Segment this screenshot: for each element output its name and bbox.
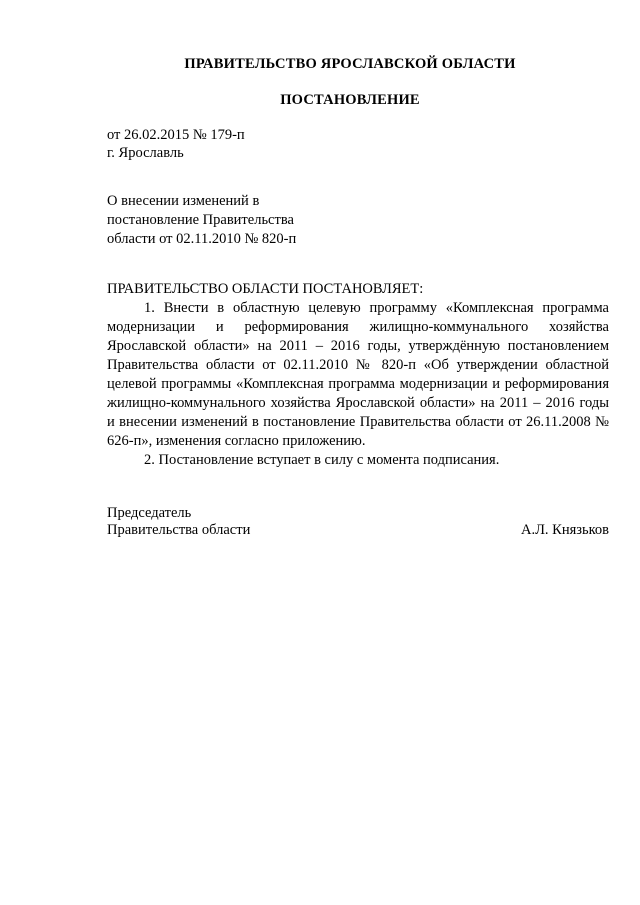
government-title: ПРАВИТЕЛЬСТВО ЯРОСЛАВСКОЙ ОБЛАСТИ [184, 56, 516, 72]
signer-row [107, 522, 609, 539]
resolution-item-2: 2. Постановление вступает в силу с момента подписания. [144, 452, 500, 468]
signer-title-line-1: Председатель [107, 505, 192, 521]
resolution-body [107, 299, 609, 470]
signer-title-line-2: Правительства области [107, 522, 251, 538]
document-subject [107, 192, 296, 249]
city: г. Ярославль [107, 145, 184, 161]
subject-line-1: О внесении изменений в [107, 193, 260, 209]
date-number: от 26.02.2015 № 179-п [107, 127, 245, 143]
resolution-heading: ПРАВИТЕЛЬСТВО ОБЛАСТИ ПОСТАНОВЛЯЕТ: [107, 281, 424, 297]
document-type: ПОСТАНОВЛЕНИЕ [280, 92, 420, 108]
signature-block [107, 505, 609, 539]
signer-name: А.Л. Князьков [520, 522, 609, 538]
resolution-item-1: 1. Внести в областную целевую программу «Комплексная программа модернизации и реформирования жилищно-коммунального хозяйства Ярославской области» на 2011 – 2016 годы, утверждённую постановлением Правительства области от 02.11.2010 № 820-п «Об утверждении областной целевой программы «Комплексная программа модернизации и реформирования жилищно-коммунального хозяйства Ярославской области» на 2011 – 2016 годы и внесении изменений в постановление Правительства области от 26.11.2008 № 626-п», изменения согласно приложению. [107, 300, 609, 449]
subject-line-2: постановление Правительства [107, 212, 294, 228]
subject-line-3: области от 02.11.2010 № 820-п [107, 231, 297, 247]
